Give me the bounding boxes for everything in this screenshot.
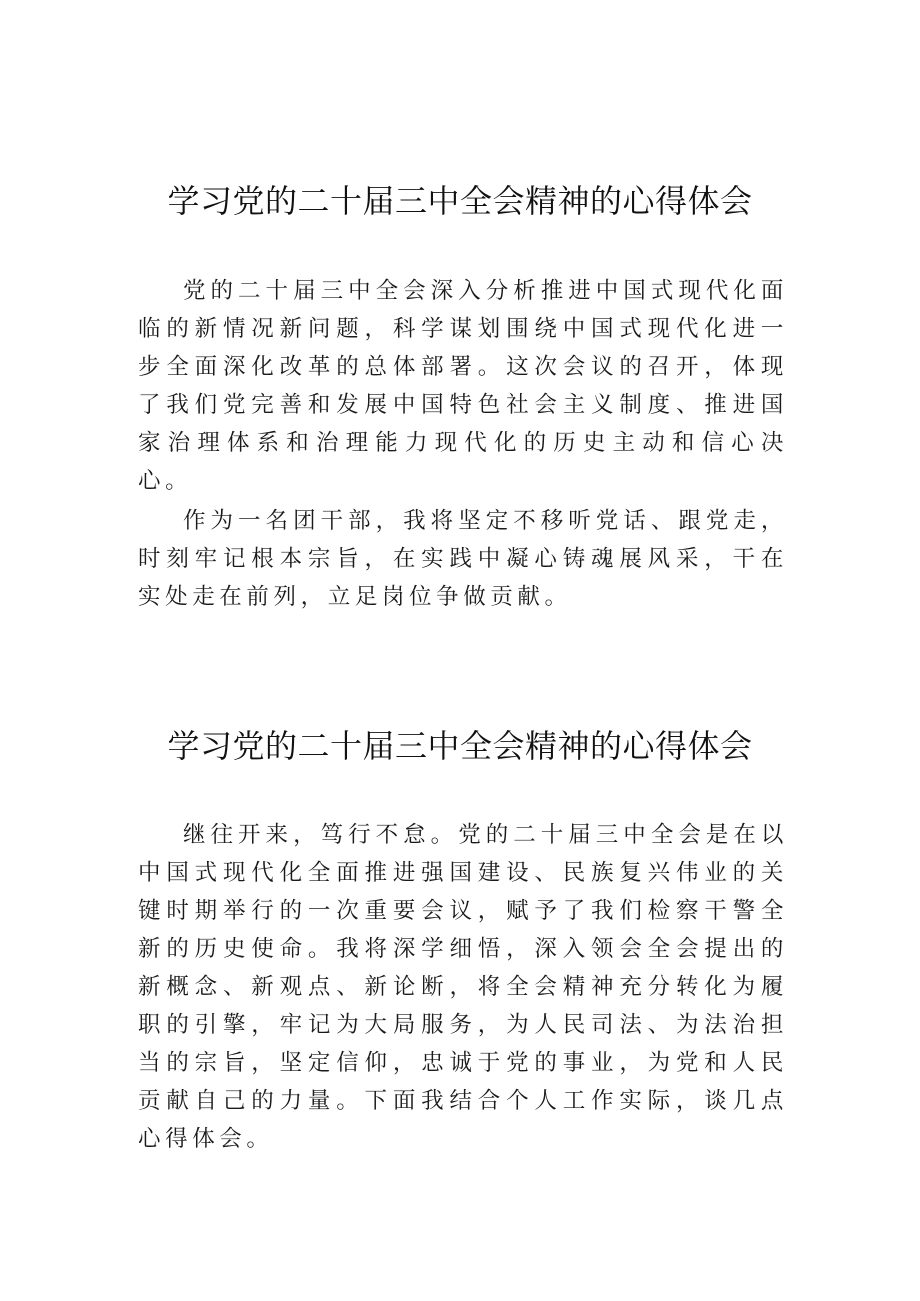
section-2-paragraph-1: 继往开来，笃行不怠。党的二十届三中全会是在以中国式现代化全面推进强国建设、民族复兴伟业的关键时期举行的一次重要会议，赋予了我们检察干警全新的历史使命。我将深学细悟，深入领会全会提出的新概念、新观点、新论断，将全会精神充分转化为履职的引擎，牢记为大局服务，为人民司法、为法治担当的宗旨，坚定信仰，忠诚于党的事业，为党和人民贡献自己的力量。下面我结合个人工作实际，谈几点心得体会。 xyxy=(138,822,788,1152)
section-1-body xyxy=(138,272,788,618)
section-1-paragraph-2: 作为一名团干部，我将坚定不移听党话、跟党走，时刻牢记根本宗旨，在实践中凝心铸魂展风采，干在实处走在前列，立足岗位争做贡献。 xyxy=(138,508,788,610)
section-1-title: 学习党的二十届三中全会精神的心得体会 xyxy=(167,182,753,220)
section-2-body xyxy=(138,816,788,1160)
section-2-title: 学习党的二十届三中全会精神的心得体会 xyxy=(167,727,753,765)
section-1-paragraph-1: 党的二十届三中全会深入分析推进中国式现代化面临的新情况新问题，科学谋划围绕中国式现代化进一步全面深化改革的总体部署。这次会议的召开，体现了我们党完善和发展中国特色社会主义制度、推进国家治理体系和治理能力现代化的历史主动和信心决心。 xyxy=(138,278,788,494)
